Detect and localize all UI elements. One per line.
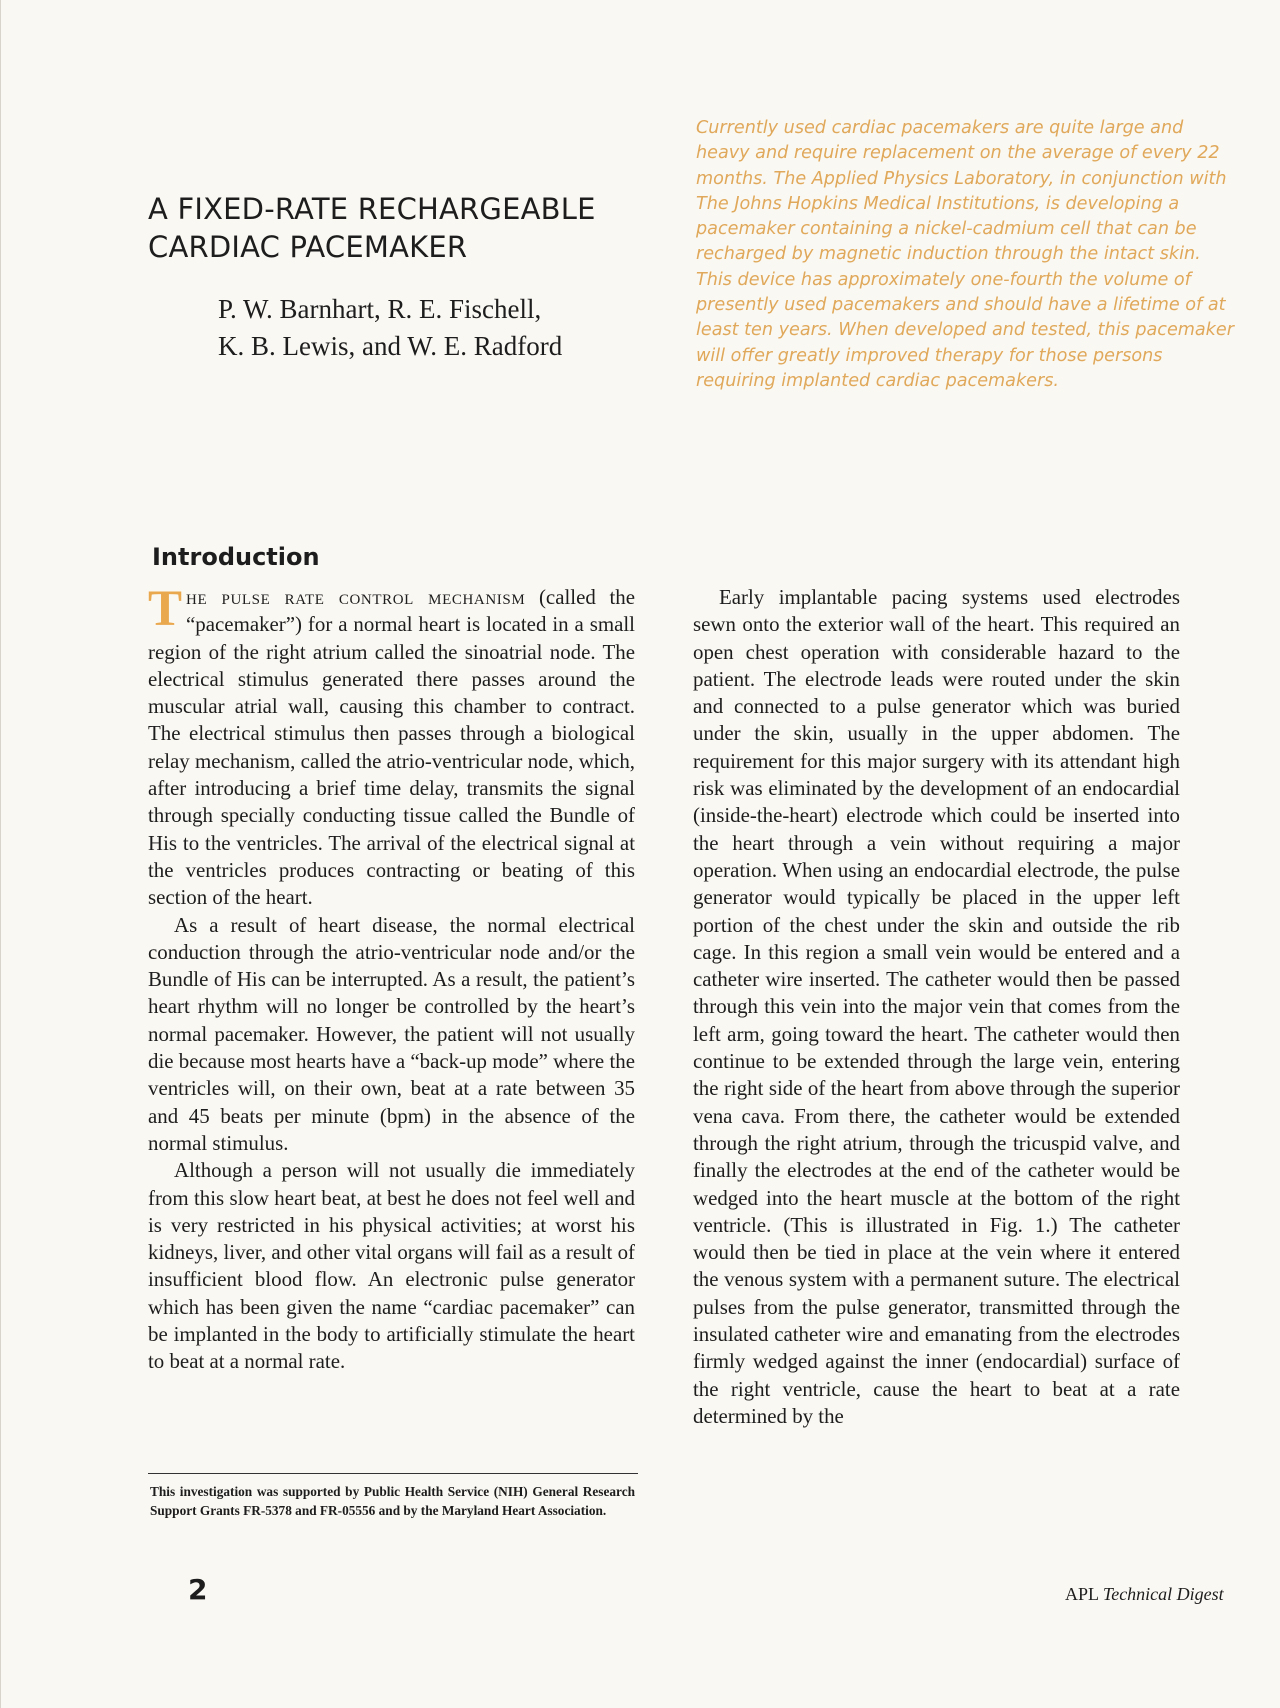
paragraph-1 <box>148 581 636 912</box>
abstract: Currently used cardiac pacemakers are quite large and heavy and require replacement on the average of every 22 months. The Applied Physics Laboratory, in conjunction with The Johns Hopkins Medical Institutions, is developing a pacemaker containing a nickel-cadmium cell that can be recharged by magnetic induction through the intact skin. This device has approximately one-fourth the volume of presently used pacemakers and should have a lifetime of at least ten years. When developed and tested, this pacemaker will offer greatly improved therapy for those persons requiring implanted cardiac pacemakers. <box>696 118 1234 391</box>
paragraph-3: Although a person will not usually die immediately from this slow heart beat, at best he does not feel well and is very restricted in his physical activities; at worst his kidneys, liver, and other vital organs will fail as a result of insufficient blood flow. An electronic pulse generator which has been given the name “cardiac pacemaker” can be implanted in the body to artificially stimulate the heart to beat at a normal rate. <box>148 1158 635 1374</box>
journal-prefix: APL <box>1065 1584 1099 1604</box>
body-column-right <box>693 584 1180 1430</box>
authors-line-2: K. B. Lewis, and W. E. Radford <box>218 331 563 361</box>
footnote-divider <box>148 1473 638 1474</box>
journal-title: Technical Digest <box>1102 1584 1224 1604</box>
body-column-left <box>148 581 636 1376</box>
page-number: 2 <box>188 1573 208 1606</box>
paragraph-2: As a result of heart disease, the normal electrical conduction through the atrio-ventricular node and/or the Bundle of His can be interrupted. As a result, the patient’s heart rhythm will no longer be controlled by the heart’s normal pacemaker. However, the patient will not usually die because most hearts have a “back-up mode” where the ventricles will, on their own, beat at a rate between 35 and 45 beats per minute (bpm) in the absence of the normal stimulus. <box>148 912 635 1155</box>
author-list <box>218 291 638 365</box>
journal-name <box>1065 1584 1224 1605</box>
paragraph-1-text: (called the “pacemaker”) for a normal heart is located in a small region of the right atrium called the sinoatrial node. The electrical stimulus generated there passes around the muscular atrial wall, causing this chamber to contract. The electrical stimulus then passes through a biological relay mechanism, called the atrio-ventricular node, which, after introducing a brief time delay, transmits the signal through specially conducting tissue called the Bundle of His to the ventricles. The arrival of the electrical signal at the ventricles produces contracting or beating of this section of the heart. <box>148 585 636 910</box>
section-heading: Introduction <box>152 543 320 571</box>
article-title: A FIXED-RATE RECHARGEABLE CARDIAC PACEMAKER <box>148 192 596 264</box>
paragraph-4: Early implantable pacing systems used electrodes sewn onto the exterior wall of the heart. This required an open chest operation with considerable hazard to the patient. The electrode leads were routed under the skin and connected to a pulse generator which was buried under the skin, usually in the upper abdomen. The requirement for this major surgery with its attendant high risk was eliminated by the development of an endocardial (inside-the-heart) electrode which could be inserted into the heart through a vein without requiring a major operation. When using an endocardial electrode, the pulse generator would typically be placed in the upper left portion of the chest under the skin and outside the rib cage. In this region a small vein would be entered and a catheter wire inserted. The catheter would then be passed through this vein into the major vein that comes from the left arm, going toward the heart. The catheter would then continue to be extended through the large vein, entering the right side of the heart from above through the superior vena cava. From there, the catheter would be extended through the right atrium, through the tricuspid valve, and finally the electrodes at the end of the catheter would be wedged into the heart muscle at the bottom of the right ventricle. (This is illustrated in Fig. 1.) The catheter would then be tied in place at the vein where it entered the venous system with a permanent suture. The electrical pulses from the pulse generator, transmitted through the insulated catheter wire and emanating from the electrodes firmly wedged against the inner (endocardial) surface of the right ventricle, cause the heart to beat at a rate determined by the <box>693 585 1180 1428</box>
footnote: This investigation was supported by Public Health Service (NIH) General Research Support Grants FR-5378 and FR-05556 and by the Maryland Heart Association. <box>150 1484 635 1518</box>
drop-cap: T <box>148 581 183 637</box>
authors-line-1: P. W. Barnhart, R. E. Fischell, <box>218 294 542 324</box>
paragraph-1-lead: he pulse rate control mechanism <box>186 585 526 609</box>
